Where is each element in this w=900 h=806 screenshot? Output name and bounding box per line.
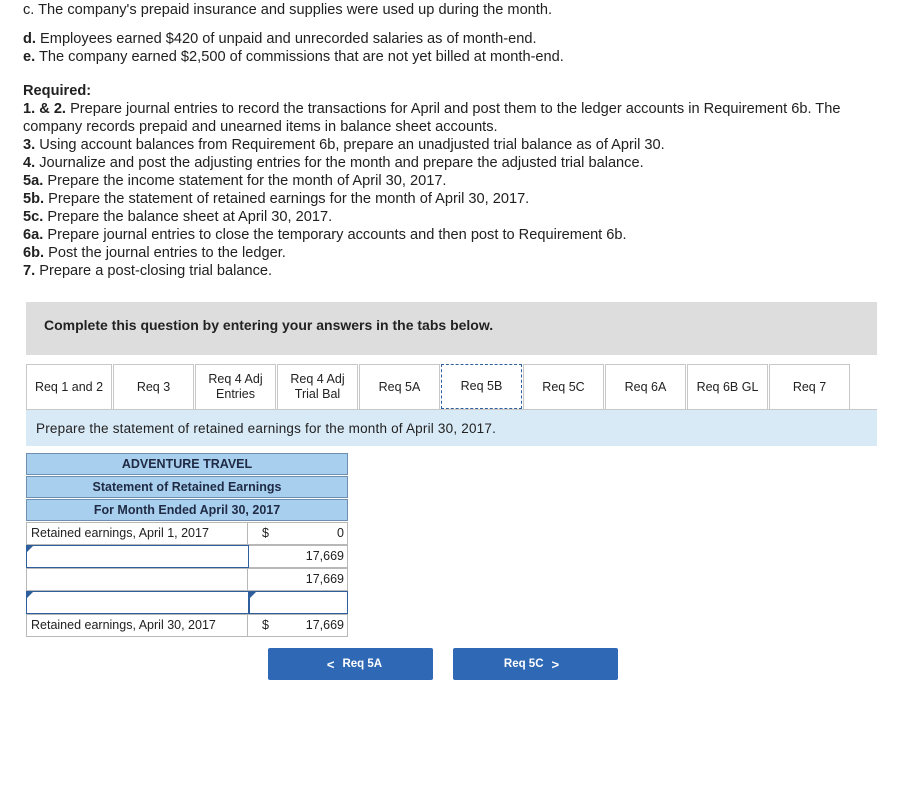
cut-off-text-line: c. The company's prepaid insurance and supplies were used up during the month.	[23, 2, 553, 18]
row-amount: 17,669	[305, 549, 344, 563]
required-item-1-2: 1. & 2. Prepare journal entries to record the transactions for April and post them to the ledger accounts in Requirement 6b. The	[23, 101, 841, 117]
dropdown-marker-icon	[27, 592, 33, 598]
tab-req-4-adj-entries[interactable]: Req 4 Adj Entries	[195, 364, 276, 409]
prev-req-5a-button[interactable]: < Req 5A	[268, 648, 433, 680]
required-item-4: 4. Journalize and post the adjusting entries for the month and prepare the adjusted trial balance.	[23, 155, 644, 171]
table-row	[26, 568, 348, 591]
required-heading: Required:	[23, 83, 92, 99]
tab-req-6a[interactable]: Req 6A	[605, 364, 686, 409]
requirement-d: d. Employees earned $420 of unpaid and unrecorded salaries as of month-end.	[23, 31, 537, 47]
row-label: Retained earnings, April 30, 2017	[27, 615, 248, 636]
required-item-1-2-cont: company records prepaid and unearned items in balance sheet accounts.	[23, 119, 498, 135]
dropdown-marker-icon	[250, 592, 256, 598]
required-item-6b: 6b. Post the journal entries to the ledger.	[23, 245, 286, 261]
table-row	[26, 522, 348, 545]
row-amount: $ 0	[262, 526, 344, 540]
next-req-5c-button[interactable]: Req 5C >	[453, 648, 618, 680]
row-amount: 17,669	[305, 572, 344, 586]
tab-req-1-and-2[interactable]: Req 1 and 2	[26, 364, 112, 409]
dropdown-marker-icon	[27, 546, 33, 552]
tab-req-3[interactable]: Req 3	[113, 364, 194, 409]
required-item-5c: 5c. Prepare the balance sheet at April 30, 2017.	[23, 209, 333, 225]
tab-instruction-bar: Prepare the statement of retained earnings for the month of April 30, 2017.	[26, 410, 877, 446]
row-amount: $ 17,669	[262, 618, 344, 632]
chevron-right-icon: >	[551, 656, 560, 672]
row-label	[27, 569, 248, 590]
requirement-e: e. The company earned $2,500 of commissions that are not yet billed at month-end.	[23, 49, 564, 65]
tab-req-7[interactable]: Req 7	[769, 364, 850, 409]
statement-company-header: ADVENTURE TRAVEL	[26, 453, 348, 475]
statement-period-header: For Month Ended April 30, 2017	[26, 499, 348, 521]
tab-req-5c[interactable]: Req 5C	[523, 364, 604, 409]
chevron-left-icon: <	[326, 656, 335, 672]
amount-input[interactable]	[249, 591, 348, 614]
tab-req-6b-gl[interactable]: Req 6B GL	[687, 364, 768, 409]
instructions-banner: Complete this question by entering your answers in the tabs below.	[26, 302, 877, 355]
tab-req-5a[interactable]: Req 5A	[359, 364, 440, 409]
label-input[interactable]	[26, 545, 249, 568]
required-item-3: 3. Using account balances from Requirement 6b, prepare an unadjusted trial balance as of April 30.	[23, 137, 665, 153]
required-item-6a: 6a. Prepare journal entries to close the temporary accounts and then post to Requirement 6b.	[23, 227, 627, 243]
row-label: Retained earnings, April 1, 2017	[27, 523, 248, 544]
label-input[interactable]	[26, 591, 249, 614]
table-row	[26, 614, 348, 637]
required-item-5a: 5a. Prepare the income statement for the month of April 30, 2017.	[23, 173, 447, 189]
table-row	[26, 591, 348, 614]
statement-title-header: Statement of Retained Earnings	[26, 476, 348, 498]
required-item-7: 7. Prepare a post-closing trial balance.	[23, 263, 273, 279]
tab-req-4-adj-trial-bal[interactable]: Req 4 Adj Trial Bal	[277, 364, 358, 409]
tab-req-5b[interactable]: Req 5B	[441, 364, 522, 409]
table-row	[26, 545, 348, 568]
required-item-5b: 5b. Prepare the statement of retained earnings for the month of April 30, 2017.	[23, 191, 530, 207]
